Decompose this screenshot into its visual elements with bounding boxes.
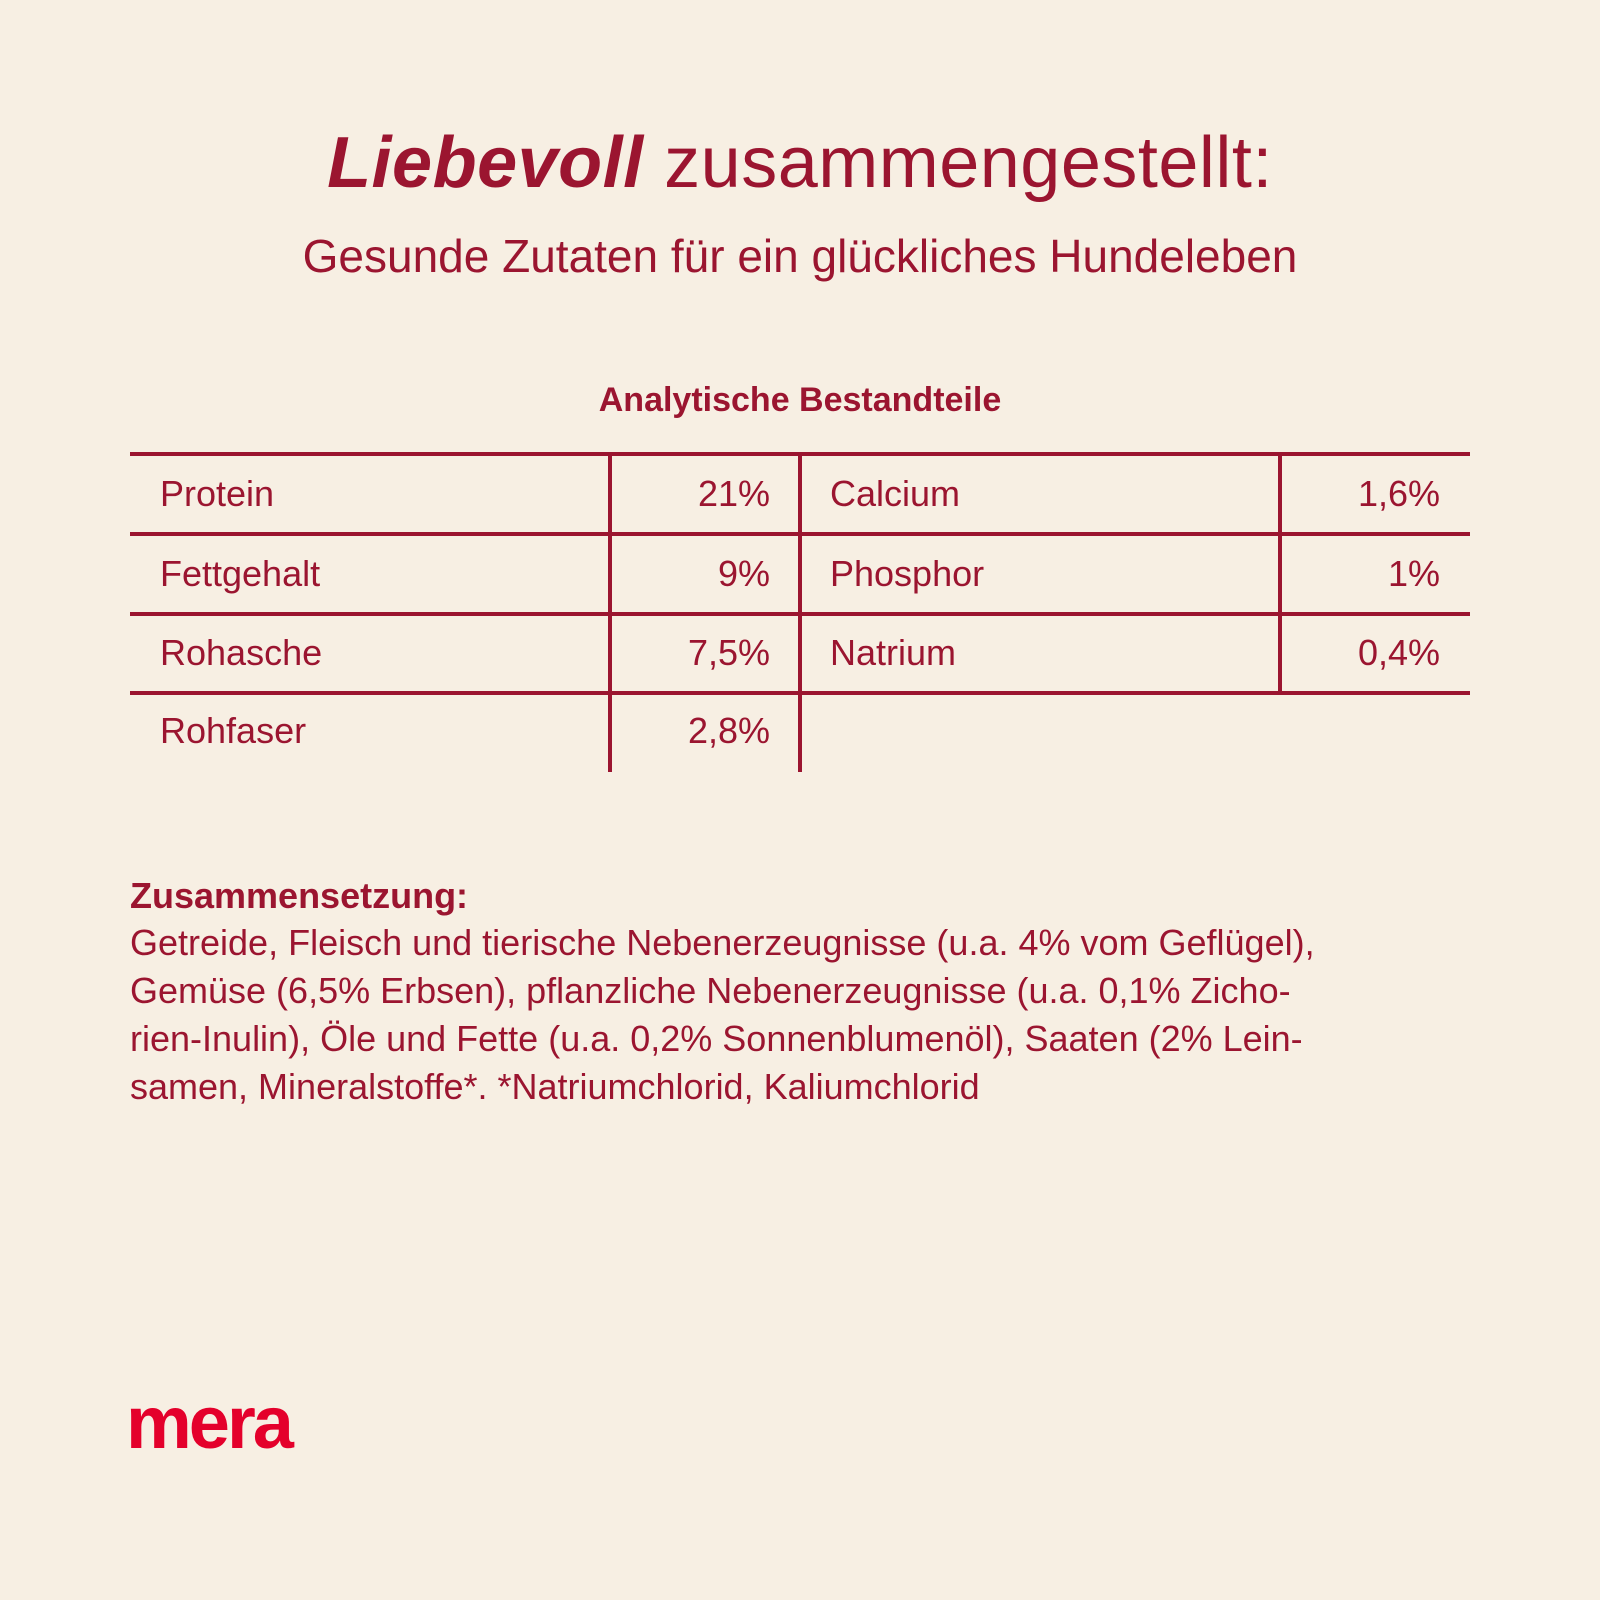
composition-heading: Zusammensetzung:	[130, 875, 469, 916]
table-row-3-value-right: 0,4%	[1357, 632, 1440, 673]
table-row-1-value-left: 21%	[697, 473, 770, 514]
composition-line: rien-Inulin), Öle und Fette (u.a. 0,2% Sonnenblumenöl), Saaten (2% Lein-	[130, 1018, 1303, 1059]
analysis-table-title: Analytische Bestandteile	[598, 381, 1002, 419]
page-title-rest: zusammengestellt:	[643, 123, 1273, 203]
table-row-3-value-left: 7,5%	[687, 632, 770, 673]
composition-text	[130, 919, 1490, 1111]
table-row-3-label-left: Rohasche	[160, 632, 323, 673]
table-row-2-value-right: 1%	[1387, 553, 1440, 594]
composition-line: Gemüse (6,5% Erbsen), pflanzliche Nebenerzeugnisse (u.a. 0,1% Zicho-	[130, 970, 1291, 1011]
table-row-3-label-right: Natrium	[830, 632, 957, 673]
table-row-1-label-left: Protein	[160, 473, 275, 514]
table-row-1-label-right: Calcium	[830, 473, 961, 514]
brand-logo	[126, 1392, 346, 1462]
table-row-2-label-right: Phosphor	[830, 553, 985, 594]
table-divider-center	[798, 452, 802, 772]
composition-line: samen, Mineralstoffe*. *Natriumchlorid, Kaliumchlorid	[130, 1066, 980, 1107]
analysis-table	[130, 452, 1470, 772]
brand-logo-text: mera	[126, 1392, 291, 1462]
table-row-4-value-left: 2,8%	[687, 710, 770, 751]
page-subtitle: Gesunde Zutaten für ein glückliches Hundeleben	[302, 230, 1298, 282]
table-row-2-label-left: Fettgehalt	[160, 553, 321, 594]
page-title	[0, 118, 1600, 208]
table-row-1-value-right: 1,6%	[1357, 473, 1440, 514]
table-row-2-value-left: 9%	[717, 553, 770, 594]
composition-line: Getreide, Fleisch und tierische Nebenerzeugnisse (u.a. 4% vom Geflügel),	[130, 922, 1315, 963]
page-title-emphasis: Liebevoll	[327, 123, 644, 203]
table-row-4-label-left: Rohfaser	[160, 710, 307, 751]
